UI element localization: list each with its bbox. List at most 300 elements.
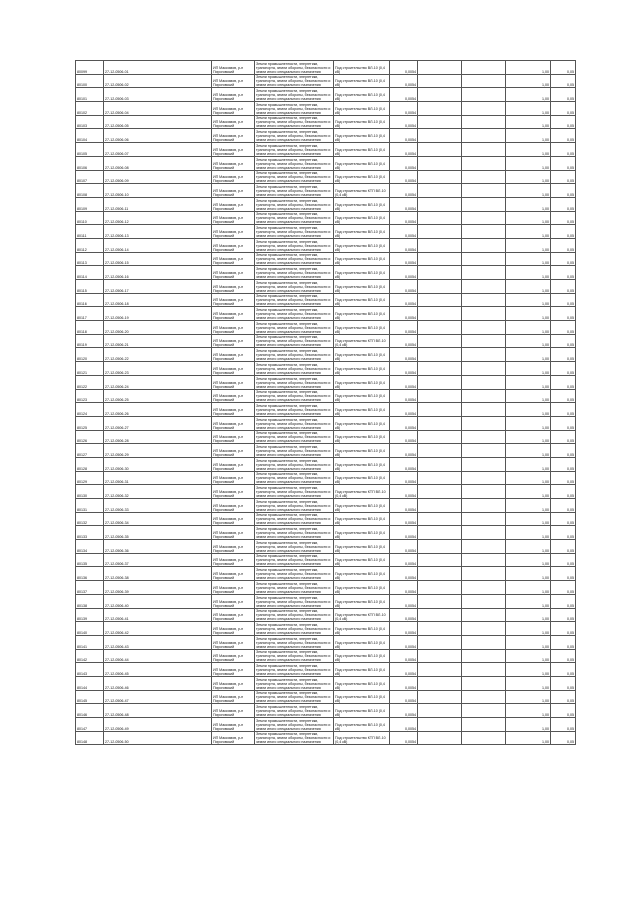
empty-cell <box>418 540 462 554</box>
owner-cell: ИП Максимов, р-н Пироговский <box>212 225 255 239</box>
table-row <box>76 594 576 608</box>
cadastral-code-cell: 27-12-0506-12 <box>104 211 212 225</box>
owner-cell: ИП Максимов, р-н Пироговский <box>212 293 255 307</box>
plot-id-cell: 80141 <box>76 635 104 649</box>
amount-cell: 0,05 <box>551 567 576 581</box>
amount-cell: 0,05 <box>551 280 576 294</box>
empty-cell <box>418 197 462 211</box>
area-cell: 0,0054 <box>390 594 418 608</box>
coefficient-cell: 1,00 <box>506 184 551 198</box>
owner-cell: ИП Максимов, р-н Пироговский <box>212 471 255 485</box>
plot-id-cell: 80101 <box>76 88 104 102</box>
table-row <box>76 540 576 554</box>
amount-cell: 0,05 <box>551 731 576 745</box>
cadastral-code-cell: 27-12-0506-27 <box>104 416 212 430</box>
empty-cell <box>418 416 462 430</box>
cadastral-code-cell: 27-12-0506-50 <box>104 731 212 745</box>
amount-cell: 0,05 <box>551 663 576 677</box>
area-cell: 0,0054 <box>390 307 418 321</box>
land-category-cell: Земли промышленности, энергетики, транспорта, земли обороны, безопасности и земли иного специального назначения <box>255 485 334 499</box>
coefficient-cell: 1,00 <box>506 676 551 690</box>
land-category-cell: Земли промышленности, энергетики, транспорта, земли обороны, безопасности и земли иного специального назначения <box>255 74 334 88</box>
table-row <box>76 321 576 335</box>
empty-cell <box>462 143 506 157</box>
coefficient-cell: 1,00 <box>506 622 551 636</box>
table-row <box>76 553 576 567</box>
plot-id-cell: 80133 <box>76 526 104 540</box>
land-category-cell: Земли промышленности, энергетики, транспорта, земли обороны, безопасности и земли иного специального назначения <box>255 430 334 444</box>
amount-cell: 0,05 <box>551 143 576 157</box>
amount-cell: 0,05 <box>551 512 576 526</box>
owner-cell: ИП Максимов, р-н Пироговский <box>212 416 255 430</box>
empty-cell <box>418 321 462 335</box>
empty-cell <box>462 635 506 649</box>
area-cell: 0,0054 <box>390 457 418 471</box>
table-row <box>76 211 576 225</box>
area-cell: 0,0054 <box>390 170 418 184</box>
empty-cell <box>462 280 506 294</box>
empty-cell <box>418 88 462 102</box>
table-row <box>76 102 576 116</box>
empty-cell <box>418 74 462 88</box>
area-cell: 0,0054 <box>390 74 418 88</box>
owner-cell: ИП Максимов, р-н Пироговский <box>212 718 255 732</box>
land-category-cell: Земли промышленности, энергетики, транспорта, земли обороны, безопасности и земли иного специального назначения <box>255 553 334 567</box>
owner-cell: ИП Максимов, р-н Пироговский <box>212 731 255 745</box>
land-category-cell: Земли промышленности, энергетики, транспорта, земли обороны, безопасности и земли иного специального назначения <box>255 307 334 321</box>
land-category-cell: Земли промышленности, энергетики, транспорта, земли обороны, безопасности и земли иного специального назначения <box>255 102 334 116</box>
area-cell: 0,0054 <box>390 225 418 239</box>
owner-cell: ИП Максимов, р-н Пироговский <box>212 457 255 471</box>
amount-cell: 0,05 <box>551 499 576 513</box>
permitted-use-cell: Под строительство ВЛ-10 (0,4 кВ) <box>334 375 390 389</box>
amount-cell: 0,05 <box>551 170 576 184</box>
empty-cell <box>462 430 506 444</box>
plot-id-cell: 80107 <box>76 170 104 184</box>
empty-cell <box>418 102 462 116</box>
permitted-use-cell: Под строительство ВЛ-10 (0,4 кВ) <box>334 307 390 321</box>
area-cell: 0,0054 <box>390 375 418 389</box>
area-cell: 0,0054 <box>390 115 418 129</box>
table-row <box>76 608 576 622</box>
coefficient-cell: 1,00 <box>506 635 551 649</box>
empty-cell <box>462 102 506 116</box>
owner-cell: ИП Максимов, р-н Пироговский <box>212 280 255 294</box>
plot-id-cell: 80130 <box>76 485 104 499</box>
plot-id-cell: 80106 <box>76 156 104 170</box>
table-row <box>76 389 576 403</box>
table-row <box>76 184 576 198</box>
empty-cell <box>462 485 506 499</box>
owner-cell: ИП Максимов, р-н Пироговский <box>212 197 255 211</box>
cadastral-code-cell: 27-12-0506-43 <box>104 635 212 649</box>
area-cell: 0,0054 <box>390 499 418 513</box>
coefficient-cell: 1,00 <box>506 499 551 513</box>
empty-cell <box>418 649 462 663</box>
permitted-use-cell: Под строительство ВЛ-10 (0,4 кВ) <box>334 348 390 362</box>
land-category-cell: Земли промышленности, энергетики, транспорта, земли обороны, безопасности и земли иного специального назначения <box>255 266 334 280</box>
table-row <box>76 635 576 649</box>
land-category-cell: Земли промышленности, энергетики, транспорта, земли обороны, безопасности и земли иного специального назначения <box>255 457 334 471</box>
cadastral-code-cell: 27-12-0506-36 <box>104 540 212 554</box>
empty-cell <box>418 485 462 499</box>
amount-cell: 0,05 <box>551 156 576 170</box>
owner-cell: ИП Максимов, р-н Пироговский <box>212 307 255 321</box>
permitted-use-cell: Под строительство ВЛ-10 (0,4 кВ) <box>334 444 390 458</box>
amount-cell: 0,05 <box>551 704 576 718</box>
coefficient-cell: 1,00 <box>506 485 551 499</box>
cadastral-code-cell: 27-12-0506-02 <box>104 74 212 88</box>
amount-cell: 0,05 <box>551 211 576 225</box>
plot-id-cell: 80139 <box>76 608 104 622</box>
permitted-use-cell: Под строительство ВЛ-10 (0,4 кВ) <box>334 88 390 102</box>
area-cell: 0,0054 <box>390 211 418 225</box>
coefficient-cell: 1,00 <box>506 594 551 608</box>
table-row <box>76 581 576 595</box>
table-row <box>76 457 576 471</box>
table-row <box>76 676 576 690</box>
permitted-use-cell: Под строительство ВЛ-10 (0,4 кВ) <box>334 238 390 252</box>
area-cell: 0,0054 <box>390 567 418 581</box>
plot-id-cell: 80148 <box>76 731 104 745</box>
land-category-cell: Земли промышленности, энергетики, транспорта, земли обороны, безопасности и земли иного специального назначения <box>255 526 334 540</box>
empty-cell <box>418 663 462 677</box>
amount-cell: 0,05 <box>551 622 576 636</box>
owner-cell: ИП Максимов, р-н Пироговский <box>212 526 255 540</box>
table-row <box>76 375 576 389</box>
owner-cell: ИП Максимов, р-н Пироговский <box>212 444 255 458</box>
empty-cell <box>462 499 506 513</box>
permitted-use-cell: Под строительство ВЛ-10 (0,4 кВ) <box>334 594 390 608</box>
plot-id-cell: 80126 <box>76 430 104 444</box>
owner-cell: ИП Максимов, р-н Пироговский <box>212 635 255 649</box>
amount-cell: 0,05 <box>551 115 576 129</box>
land-category-cell: Земли промышленности, энергетики, транспорта, земли обороны, безопасности и земли иного специального назначения <box>255 676 334 690</box>
area-cell: 0,0054 <box>390 444 418 458</box>
table-row <box>76 444 576 458</box>
coefficient-cell: 1,00 <box>506 375 551 389</box>
cadastral-code-cell: 27-12-0506-40 <box>104 594 212 608</box>
amount-cell: 0,05 <box>551 375 576 389</box>
plot-id-cell: 80127 <box>76 444 104 458</box>
cadastral-code-cell: 27-12-0506-08 <box>104 156 212 170</box>
empty-cell <box>462 197 506 211</box>
table-row <box>76 293 576 307</box>
owner-cell: ИП Максимов, р-н Пироговский <box>212 690 255 704</box>
coefficient-cell: 1,00 <box>506 266 551 280</box>
cadastral-code-cell: 27-12-0506-42 <box>104 622 212 636</box>
coefficient-cell: 1,00 <box>506 663 551 677</box>
area-cell: 0,0054 <box>390 321 418 335</box>
land-category-cell: Земли промышленности, энергетики, транспорта, земли обороны, безопасности и земли иного специального назначения <box>255 540 334 554</box>
plot-id-cell: 80138 <box>76 594 104 608</box>
empty-cell <box>418 512 462 526</box>
cadastral-code-cell: 27-12-0506-07 <box>104 143 212 157</box>
table-row <box>76 430 576 444</box>
amount-cell: 0,05 <box>551 635 576 649</box>
permitted-use-cell: Под строительство ВЛ-10 (0,4 кВ) <box>334 102 390 116</box>
table-row <box>76 88 576 102</box>
permitted-use-cell: Под строительство ВЛ-10 (0,4 кВ) <box>334 266 390 280</box>
document-page <box>75 60 575 745</box>
cadastral-code-cell: 27-12-0506-28 <box>104 430 212 444</box>
empty-cell <box>418 252 462 266</box>
area-cell: 0,0054 <box>390 540 418 554</box>
permitted-use-cell: Под строительство ВЛ-10 (0,4 кВ) <box>334 115 390 129</box>
amount-cell: 0,05 <box>551 321 576 335</box>
area-cell: 0,0054 <box>390 608 418 622</box>
area-cell: 0,0054 <box>390 293 418 307</box>
plot-id-cell: 80109 <box>76 197 104 211</box>
cadastral-code-cell: 27-12-0506-26 <box>104 403 212 417</box>
empty-cell <box>418 389 462 403</box>
cadastral-code-cell: 27-12-0506-18 <box>104 293 212 307</box>
owner-cell: ИП Максимов, р-н Пироговский <box>212 594 255 608</box>
plot-id-cell: 80108 <box>76 184 104 198</box>
area-cell: 0,0054 <box>390 553 418 567</box>
amount-cell: 0,05 <box>551 225 576 239</box>
amount-cell: 0,05 <box>551 403 576 417</box>
plot-id-cell: 80125 <box>76 416 104 430</box>
permitted-use-cell: Под строительство ВЛ-10 (0,4 кВ) <box>334 143 390 157</box>
empty-cell <box>418 403 462 417</box>
amount-cell: 0,05 <box>551 581 576 595</box>
empty-cell <box>462 156 506 170</box>
amount-cell: 0,05 <box>551 362 576 376</box>
empty-cell <box>462 211 506 225</box>
coefficient-cell: 1,00 <box>506 307 551 321</box>
coefficient-cell: 1,00 <box>506 567 551 581</box>
area-cell: 0,0054 <box>390 184 418 198</box>
permitted-use-cell: Под строительство ВЛ-10 (0,4 кВ) <box>334 512 390 526</box>
area-cell: 0,0054 <box>390 731 418 745</box>
amount-cell: 0,05 <box>551 485 576 499</box>
coefficient-cell: 1,00 <box>506 88 551 102</box>
permitted-use-cell: Под строительство ВЛ-10 (0,4 кВ) <box>334 457 390 471</box>
empty-cell <box>462 540 506 554</box>
coefficient-cell: 1,00 <box>506 156 551 170</box>
plot-id-cell: 80104 <box>76 129 104 143</box>
table-row <box>76 280 576 294</box>
permitted-use-cell: Под строительство ВЛ-10 (0,4 кВ) <box>334 197 390 211</box>
plot-id-cell: 80136 <box>76 567 104 581</box>
owner-cell: ИП Максимов, р-н Пироговский <box>212 348 255 362</box>
owner-cell: ИП Максимов, р-н Пироговский <box>212 143 255 157</box>
coefficient-cell: 1,00 <box>506 608 551 622</box>
empty-cell <box>418 499 462 513</box>
empty-cell <box>418 375 462 389</box>
empty-cell <box>418 170 462 184</box>
amount-cell: 0,05 <box>551 102 576 116</box>
owner-cell: ИП Максимов, р-н Пироговский <box>212 403 255 417</box>
land-category-cell: Земли промышленности, энергетики, транспорта, земли обороны, безопасности и земли иного специального назначения <box>255 321 334 335</box>
amount-cell: 0,05 <box>551 61 576 75</box>
cadastral-code-cell: 27-12-0506-25 <box>104 389 212 403</box>
permitted-use-cell: Под строительство ВЛ-10 (0,4 кВ) <box>334 252 390 266</box>
cadastral-code-cell: 27-12-0506-35 <box>104 526 212 540</box>
land-category-cell: Земли промышленности, энергетики, транспорта, земли обороны, безопасности и земли иного специального назначения <box>255 718 334 732</box>
empty-cell <box>418 567 462 581</box>
coefficient-cell: 1,00 <box>506 321 551 335</box>
land-category-cell: Земли промышленности, энергетики, транспорта, земли обороны, безопасности и земли иного специального назначения <box>255 375 334 389</box>
plot-id-cell: 80140 <box>76 622 104 636</box>
area-cell: 0,0054 <box>390 88 418 102</box>
permitted-use-cell: Под строительство ВЛ-10 (0,4 кВ) <box>334 61 390 75</box>
empty-cell <box>462 512 506 526</box>
empty-cell <box>418 704 462 718</box>
coefficient-cell: 1,00 <box>506 512 551 526</box>
permitted-use-cell: Под строительство ВЛ-10 (0,4 кВ) <box>334 581 390 595</box>
plot-id-cell: 80116 <box>76 293 104 307</box>
plot-id-cell: 80146 <box>76 704 104 718</box>
empty-cell <box>462 293 506 307</box>
land-category-cell: Земли промышленности, энергетики, транспорта, земли обороны, безопасности и земли иного специального назначения <box>255 156 334 170</box>
plot-id-cell: 80099 <box>76 61 104 75</box>
amount-cell: 0,05 <box>551 129 576 143</box>
permitted-use-cell: Под строительство КТП ВЛ-10 (0,4 кВ) <box>334 184 390 198</box>
plot-id-cell: 80118 <box>76 321 104 335</box>
land-category-cell: Земли промышленности, энергетики, транспорта, земли обороны, безопасности и земли иного специального назначения <box>255 499 334 513</box>
land-category-cell: Земли промышленности, энергетики, транспорта, земли обороны, безопасности и земли иного специального назначения <box>255 362 334 376</box>
cadastral-code-cell: 27-12-0506-15 <box>104 252 212 266</box>
permitted-use-cell: Под строительство ВЛ-10 (0,4 кВ) <box>334 129 390 143</box>
empty-cell <box>418 430 462 444</box>
permitted-use-cell: Под строительство ВЛ-10 (0,4 кВ) <box>334 293 390 307</box>
plot-id-cell: 80128 <box>76 457 104 471</box>
coefficient-cell: 1,00 <box>506 416 551 430</box>
area-cell: 0,0054 <box>390 156 418 170</box>
empty-cell <box>462 334 506 348</box>
table-row <box>76 197 576 211</box>
empty-cell <box>462 389 506 403</box>
land-category-cell: Земли промышленности, энергетики, транспорта, земли обороны, безопасности и земли иного специального назначения <box>255 293 334 307</box>
area-cell: 0,0054 <box>390 61 418 75</box>
cadastral-code-cell: 27-12-0506-31 <box>104 471 212 485</box>
coefficient-cell: 1,00 <box>506 581 551 595</box>
amount-cell: 0,05 <box>551 293 576 307</box>
empty-cell <box>462 594 506 608</box>
empty-cell <box>418 553 462 567</box>
land-plot-table <box>75 60 576 745</box>
owner-cell: ИП Максимов, р-н Пироговский <box>212 129 255 143</box>
permitted-use-cell: Под строительство ВЛ-10 (0,4 кВ) <box>334 553 390 567</box>
land-category-cell: Земли промышленности, энергетики, транспорта, земли обороны, безопасности и земли иного специального назначения <box>255 663 334 677</box>
land-category-cell: Земли промышленности, энергетики, транспорта, земли обороны, безопасности и земли иного специального назначения <box>255 512 334 526</box>
empty-cell <box>462 663 506 677</box>
owner-cell: ИП Максимов, р-н Пироговский <box>212 102 255 116</box>
coefficient-cell: 1,00 <box>506 280 551 294</box>
table-row <box>76 362 576 376</box>
area-cell: 0,0054 <box>390 389 418 403</box>
owner-cell: ИП Максимов, р-н Пироговский <box>212 540 255 554</box>
table-row <box>76 403 576 417</box>
coefficient-cell: 1,00 <box>506 129 551 143</box>
land-category-cell: Земли промышленности, энергетики, транспорта, земли обороны, безопасности и земли иного специального назначения <box>255 88 334 102</box>
amount-cell: 0,05 <box>551 718 576 732</box>
land-category-cell: Земли промышленности, энергетики, транспорта, земли обороны, безопасности и земли иного специального назначения <box>255 280 334 294</box>
empty-cell <box>418 307 462 321</box>
coefficient-cell: 1,00 <box>506 74 551 88</box>
land-category-cell: Земли промышленности, энергетики, транспорта, земли обороны, безопасности и земли иного специального назначения <box>255 704 334 718</box>
empty-cell <box>418 471 462 485</box>
table-row <box>76 348 576 362</box>
empty-cell <box>418 280 462 294</box>
land-category-cell: Земли промышленности, энергетики, транспорта, земли обороны, безопасности и земли иного специального назначения <box>255 129 334 143</box>
land-category-cell: Земли промышленности, энергетики, транспорта, земли обороны, безопасности и земли иного специального назначения <box>255 690 334 704</box>
owner-cell: ИП Максимов, р-н Пироговский <box>212 389 255 403</box>
empty-cell <box>462 252 506 266</box>
empty-cell <box>418 622 462 636</box>
empty-cell <box>418 238 462 252</box>
land-category-cell: Земли промышленности, энергетики, транспорта, земли обороны, безопасности и земли иного специального назначения <box>255 594 334 608</box>
land-category-cell: Земли промышленности, энергетики, транспорта, земли обороны, безопасности и земли иного специального назначения <box>255 184 334 198</box>
cadastral-code-cell: 27-12-0506-09 <box>104 170 212 184</box>
cadastral-code-cell: 27-12-0506-01 <box>104 61 212 75</box>
area-cell: 0,0054 <box>390 252 418 266</box>
amount-cell: 0,05 <box>551 540 576 554</box>
table-row <box>76 334 576 348</box>
empty-cell <box>462 348 506 362</box>
coefficient-cell: 1,00 <box>506 362 551 376</box>
plot-id-cell: 80110 <box>76 211 104 225</box>
empty-cell <box>462 567 506 581</box>
land-category-cell: Земли промышленности, энергетики, транспорта, земли обороны, безопасности и земли иного специального назначения <box>255 649 334 663</box>
coefficient-cell: 1,00 <box>506 731 551 745</box>
empty-cell <box>462 649 506 663</box>
coefficient-cell: 1,00 <box>506 690 551 704</box>
table-row <box>76 649 576 663</box>
plot-id-cell: 80102 <box>76 102 104 116</box>
coefficient-cell: 1,00 <box>506 444 551 458</box>
empty-cell <box>462 676 506 690</box>
empty-cell <box>418 334 462 348</box>
table-row <box>76 485 576 499</box>
coefficient-cell: 1,00 <box>506 457 551 471</box>
table-row <box>76 731 576 745</box>
coefficient-cell: 1,00 <box>506 238 551 252</box>
owner-cell: ИП Максимов, р-н Пироговский <box>212 512 255 526</box>
amount-cell: 0,05 <box>551 553 576 567</box>
empty-cell <box>462 88 506 102</box>
cadastral-code-cell: 27-12-0506-37 <box>104 553 212 567</box>
coefficient-cell: 1,00 <box>506 348 551 362</box>
land-category-cell: Земли промышленности, энергетики, транспорта, земли обороны, безопасности и земли иного специального назначения <box>255 444 334 458</box>
owner-cell: ИП Максимов, р-н Пироговский <box>212 622 255 636</box>
land-category-cell: Земли промышленности, энергетики, транспорта, земли обороны, безопасности и земли иного специального назначения <box>255 197 334 211</box>
coefficient-cell: 1,00 <box>506 102 551 116</box>
empty-cell <box>462 170 506 184</box>
permitted-use-cell: Под строительство ВЛ-10 (0,4 кВ) <box>334 540 390 554</box>
table-row <box>76 129 576 143</box>
area-cell: 0,0054 <box>390 362 418 376</box>
permitted-use-cell: Под строительство ВЛ-10 (0,4 кВ) <box>334 280 390 294</box>
plot-id-cell: 80114 <box>76 266 104 280</box>
permitted-use-cell: Под строительство ВЛ-10 (0,4 кВ) <box>334 635 390 649</box>
permitted-use-cell: Под строительство ВЛ-10 (0,4 кВ) <box>334 74 390 88</box>
empty-cell <box>418 608 462 622</box>
cadastral-code-cell: 27-12-0506-48 <box>104 704 212 718</box>
table-row <box>76 567 576 581</box>
plot-id-cell: 80117 <box>76 307 104 321</box>
amount-cell: 0,05 <box>551 389 576 403</box>
amount-cell: 0,05 <box>551 334 576 348</box>
cadastral-code-cell: 27-12-0506-32 <box>104 485 212 499</box>
empty-cell <box>462 457 506 471</box>
coefficient-cell: 1,00 <box>506 649 551 663</box>
owner-cell: ИП Максимов, р-н Пироговский <box>212 567 255 581</box>
land-category-cell: Земли промышленности, энергетики, транспорта, земли обороны, безопасности и земли иного специального назначения <box>255 115 334 129</box>
table-row <box>76 74 576 88</box>
